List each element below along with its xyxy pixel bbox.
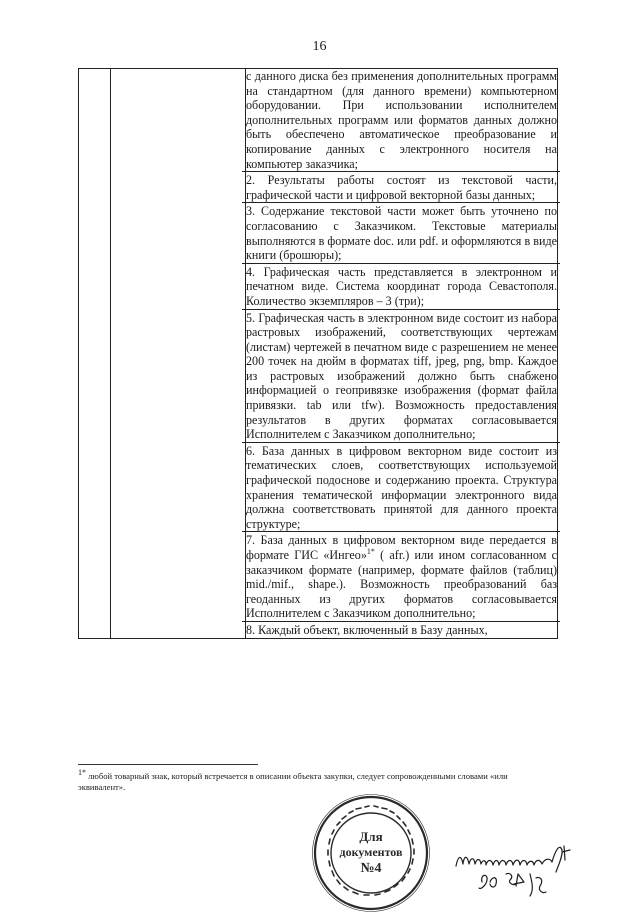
signature-flourish bbox=[552, 847, 562, 872]
signature-date-day bbox=[479, 875, 496, 888]
paragraph-7-text: 7. База данных в цифровом векторном виде передается в формате ГИС «Ингео» bbox=[246, 533, 557, 562]
signature-date-month bbox=[506, 873, 524, 886]
footnote-marker: 1* bbox=[78, 768, 86, 778]
signature-name-stroke bbox=[456, 857, 552, 866]
table-cell-number bbox=[79, 69, 111, 639]
table-cell-name bbox=[111, 69, 246, 639]
footnote-text: любой товарный знак, который встречается в описании объекта закупки, следует сопровожденными словами «или эквивалент». bbox=[78, 771, 508, 792]
footnote-divider bbox=[78, 764, 258, 765]
table-cell-requirements bbox=[246, 69, 558, 639]
signature-year bbox=[530, 874, 546, 896]
stamp bbox=[311, 793, 431, 913]
paragraph: 2. Результаты работы состоят из текстовой части, графической части и цифровой векторной базы данных; bbox=[242, 171, 560, 202]
footnote bbox=[78, 768, 548, 793]
paragraph: 3. Содержание текстовой части может быть уточнено по согласованию с Заказчиком. Текстовые материалы выполняются в формате doc. или pdf. и оформляются в виде книги (брошюры); bbox=[242, 202, 560, 262]
stamp-line-2: документов bbox=[339, 845, 403, 859]
signature-initial bbox=[562, 846, 570, 860]
paragraph: 6. База данных в цифровом векторном виде состоит из тематических слоев, соответствующих используемой графической подоснове и содержанию проекта. Структура хранения тематической информации электронного вида должна соответствовать принятой для данного проекта структуре; bbox=[242, 442, 560, 532]
paragraph-7 bbox=[242, 531, 560, 621]
stamp-line-3: №4 bbox=[360, 861, 382, 876]
paragraph-7-text-continued: ( afr.) или ином согласованном с заказчиком формате (например, формате файлов (таблиц) mid./mif., shape.). Возможность преобразований баз геоданных из других форматов согласовывается Исполнителем с Заказчиком дополнительно; bbox=[246, 548, 557, 621]
table-row bbox=[79, 69, 558, 639]
paragraph: с данного диска без применения дополнительных программ на стандартном (для данного времени) компьютерном оборудовании. При использовании исполнителем дополнительных программ или форматов данных должно быть обеспечено автоматическое преобразование и копирование данных с электронного носителя на компьютер заказчика; bbox=[246, 69, 557, 171]
stamp-line-1: Для bbox=[359, 829, 383, 844]
specification-table bbox=[78, 68, 558, 639]
paragraph: 5. Графическая часть в электронном виде состоит из набора растровых изображений, соответствующих чертежам (листам) чертежей в печатном виде с разрешением не менее 200 точек на дюйм в форматах tiff, jpeg, png, bmp. Каждое из растровых изображений должно быть снабжено информацией о геопривязке изображения (формат файла привязки. tab или tfw). Возможность предоставления результатов в других форматах согласовывается Исполнителем с Заказчиком дополнительно; bbox=[242, 309, 560, 442]
paragraph-8: 8. Каждый объект, включенный в Базу данных, bbox=[242, 621, 560, 638]
signature bbox=[452, 838, 584, 898]
paragraph: 4. Графическая часть представляется в электронном и печатном виде. Система координат города Севастополя. Количество экземпляров – 3 (три); bbox=[242, 263, 560, 309]
page-number: 16 bbox=[312, 39, 327, 54]
footnote-reference: 1* bbox=[366, 546, 375, 556]
